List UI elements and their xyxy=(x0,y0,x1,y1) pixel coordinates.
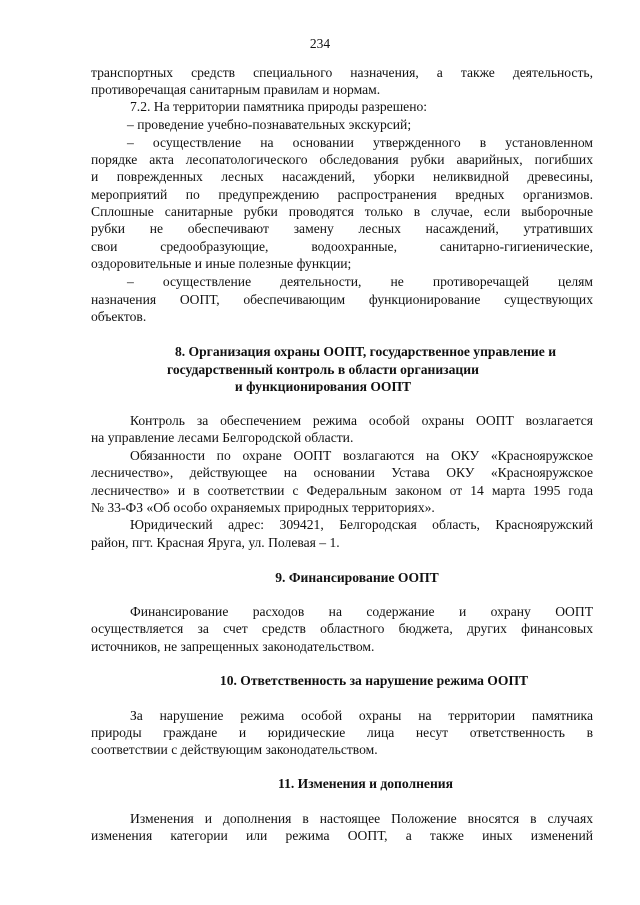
list-item: – осуществление на основании утвержденного в установленном xyxy=(127,135,593,150)
text-line: Финансирование расходов на содержание и охрану ООПТ xyxy=(130,604,593,619)
text-line: Контроль за обеспечением режима особой охраны ООПТ возлагается xyxy=(130,413,593,428)
section-heading: государственный контроль в области организации xyxy=(167,362,479,377)
text-line: изменения категории или режима ООПТ, а также иных изменений xyxy=(91,828,593,843)
text-line: Изменения и дополнения в настоящее Положение вносятся в случаях xyxy=(130,811,593,826)
text-line: мероприятий по предупреждению распространения вредных организмов. xyxy=(91,187,593,202)
section-heading: 10. Ответственность за нарушение режима ООПТ xyxy=(219,673,529,688)
section-heading: 8. Организация охраны ООПТ, государственное управление и xyxy=(174,344,557,359)
text-line: За нарушение режима особой охраны на территории памятника xyxy=(130,708,593,723)
text-line: осуществляется за счет средств областного бюджета, других финансовых xyxy=(91,621,593,636)
page-number: 234 xyxy=(309,36,331,51)
section-heading: 11. Изменения и дополнения xyxy=(278,776,453,791)
text-line: лесничество», действующее на основании Устава ОКУ «Краснояружское xyxy=(91,465,593,480)
text-line: лесничество» и в соответствии с Федеральным законом от 14 марта 1995 года xyxy=(91,483,593,498)
text-line: рубки не обеспечивают замену лесных насаждений, утративших xyxy=(91,221,593,236)
text-line: Обязанности по охране ООПТ возлагаются на ОКУ «Краснояружское xyxy=(130,448,593,463)
text-line: оздоровительные и иные полезные функции; xyxy=(91,256,352,271)
text-line: соответствии с действующим законодательством. xyxy=(91,742,378,757)
text-line: порядке акта лесопатологического обследования рубки аварийных, погибших xyxy=(91,152,593,167)
section-heading: и функционирования ООПТ xyxy=(234,379,412,394)
text-line: назначения ООПТ, обеспечивающим функционирование существующих xyxy=(91,292,593,307)
text-line: район, пгт. Красная Яруга, ул. Полевая – 1. xyxy=(91,535,340,550)
text-line: на управление лесами Белгородской области. xyxy=(91,430,354,445)
text-line: природы граждане и юридические лица несут ответственность в xyxy=(91,725,593,740)
text-line: № 33-ФЗ «Об особо охраняемых природных территориях». xyxy=(91,500,435,515)
text-line: Сплошные санитарные рубки проводятся только в случае, если выборочные xyxy=(91,204,593,219)
text-line: источников, не запрещенных законодательством. xyxy=(91,639,375,654)
text-line: и поврежденных лесных насаждений, уборки неликвидной древесины, xyxy=(91,169,593,184)
text-line: Юридический адрес: 309421, Белгородская область, Краснояружский xyxy=(130,517,593,532)
text-line: объектов. xyxy=(91,309,147,324)
text-line: свои средообразующие, водоохранные, санитарно-гигиенические, xyxy=(91,239,593,254)
text-line: 7.2. На территории памятника природы разрешено: xyxy=(130,99,428,114)
list-item: – осуществление деятельности, не противоречащей целям xyxy=(127,274,593,289)
text-line: транспортных средств специального назначения, а также деятельность, xyxy=(91,65,593,80)
text-line: противоречащая санитарным правилам и нормам. xyxy=(91,82,381,97)
list-item: – проведение учебно-познавательных экскурсий; xyxy=(127,117,412,132)
section-heading: 9. Финансирование ООПТ xyxy=(275,570,439,585)
